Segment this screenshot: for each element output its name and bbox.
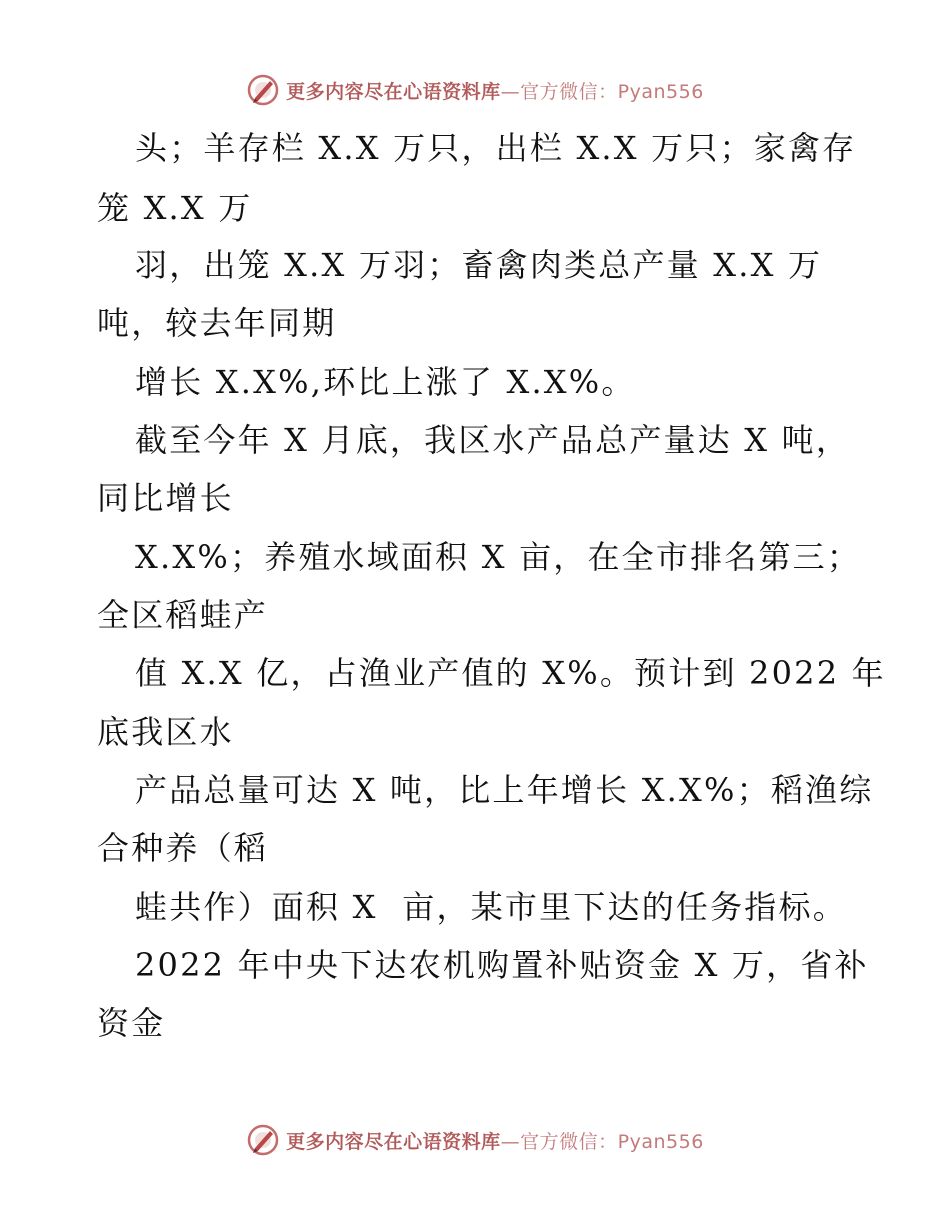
text-line: 增长 X.X%,环比上涨了 X.X%。 <box>135 363 636 401</box>
text-line: 底我区水 <box>97 713 234 751</box>
text-line: 笼 X.X 万 <box>97 189 253 227</box>
watermark-text: 更多内容尽在心语资料库—官方微信：Pyan556 <box>286 80 704 103</box>
text-line: 合种养（稻 <box>97 829 269 867</box>
text-line: X.X%；养殖水域面积 X 亩，在全市排名第三； <box>135 538 862 576</box>
text-line: 羽，出笼 X.X 万羽；畜禽肉类总产量 X.X 万 <box>135 246 823 284</box>
text-line: 头；羊存栏 X.X 万只，出栏 X.X 万只；家禽存 <box>135 129 857 167</box>
text-line: 资金 <box>97 1004 166 1042</box>
watermark-header <box>0 70 950 110</box>
text-line: 吨，较去年同期 <box>97 304 337 342</box>
text-line: 产品总量可达 X 吨，比上年增长 X.X%；稻渔综 <box>135 771 874 809</box>
text-line: 2022 年中央下达农机购置补贴资金 X 万，省补 <box>135 946 869 984</box>
watermark-text: 更多内容尽在心语资料库—官方微信：Pyan556 <box>286 1130 704 1153</box>
pen-logo-icon <box>246 1123 280 1157</box>
text-line: 蛙共作）面积 X 亩，某市里下达的任务指标。 <box>135 888 847 926</box>
watermark-footer <box>0 1120 950 1160</box>
text-line: 截至今年 X 月底，我区水产品总产量达 X 吨， <box>135 421 851 459</box>
text-line: 全区稻蛙产 <box>97 596 269 634</box>
pen-logo-icon <box>246 73 280 107</box>
text-line: 同比增长 <box>97 479 234 517</box>
text-line: 值 X.X 亿，占渔业产值的 X%。预计到 2022 年 <box>135 654 886 692</box>
